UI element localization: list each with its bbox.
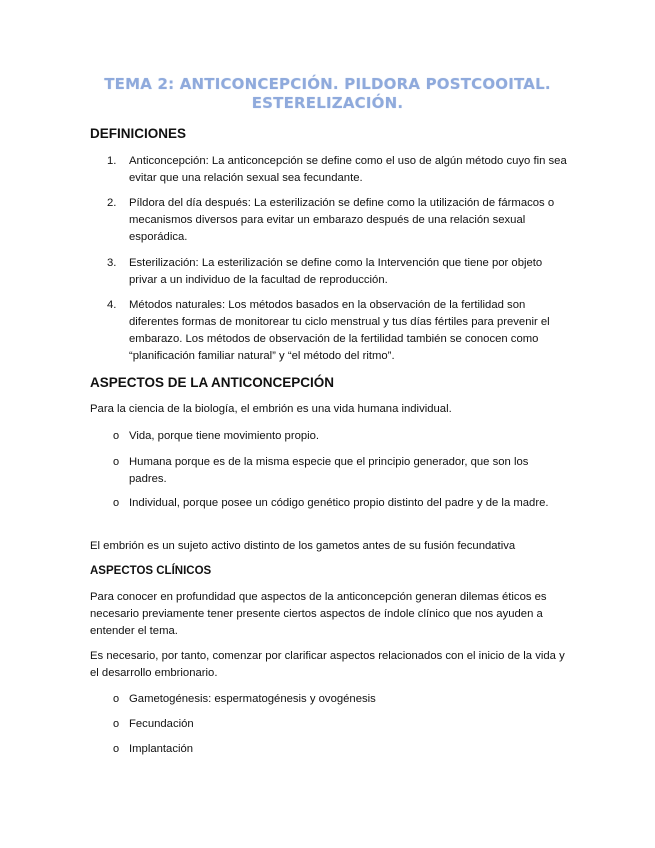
bullet-marker: o bbox=[113, 693, 120, 705]
bullet-item: Humana porque es de la misma especie que el principio generador, que son los padres. bbox=[129, 456, 529, 485]
bullet-item: Individual, porque posee un código genético propio distinto del padre y de la madre. bbox=[129, 497, 549, 509]
section-heading-clinicos: ASPECTOS CLÍNICOS bbox=[90, 565, 212, 577]
list-number: 2. bbox=[107, 197, 117, 209]
bullet-marker: o bbox=[113, 743, 120, 755]
paragraph: Para la ciencia de la biología, el embrión es una vida humana individual. bbox=[90, 403, 452, 415]
paragraph: Es necesario, por tanto, comenzar por clarificar aspectos relacionados con el inicio de la vida y el desarrollo embrionario. bbox=[90, 650, 565, 679]
list-number: 1. bbox=[107, 155, 117, 167]
bullet-item: Implantación bbox=[129, 743, 194, 755]
list-number: 4. bbox=[107, 299, 117, 311]
bullet-marker: o bbox=[113, 718, 120, 730]
bullet-marker: o bbox=[113, 430, 120, 442]
paragraph: El embrión es un sujeto activo distinto de los gametos antes de su fusión fecundativa bbox=[90, 540, 516, 552]
definition-item: Píldora del día después: La esterilización se define como la utilización de fármacos o mecanismos diversos para evitar un embarazo después de una relación sexual esporádica. bbox=[129, 197, 555, 243]
section-heading-definiciones: DEFINICIONES bbox=[90, 126, 187, 141]
definition-item: Anticoncepción: La anticoncepción se define como el uso de algún método cuyo fin sea evitar que una relación sexual sea fecundante. bbox=[129, 155, 567, 184]
paragraph: Para conocer en profundidad que aspectos de la anticoncepción generan dilemas éticos es necesario previamente tener presente ciertos aspectos de índole clínico que nos ayuden a entender el tema. bbox=[90, 591, 547, 637]
document-title-line-2: ESTERELIZACIÓN. bbox=[251, 94, 404, 112]
definition-item: Esterilización: La esterilización se define como la Intervención que tiene por objeto privar a un individuo de la facultad de reproducción. bbox=[129, 257, 543, 286]
document-title-line-1: TEMA 2: ANTICONCEPCIÓN. PILDORA POSTCOOITAL. bbox=[104, 75, 551, 93]
bullet-item: Fecundación bbox=[129, 718, 194, 730]
bullet-marker: o bbox=[113, 456, 120, 468]
list-number: 3. bbox=[107, 257, 117, 269]
bullet-item: Gametogénesis: espermatogénesis y ovogénesis bbox=[129, 693, 376, 705]
bullet-marker: o bbox=[113, 497, 120, 509]
section-heading-aspectos: ASPECTOS DE LA ANTICONCEPCIÓN bbox=[90, 375, 335, 390]
bullet-item: Vida, porque tiene movimiento propio. bbox=[129, 430, 320, 442]
definition-item: Métodos naturales: Los métodos basados en la observación de la fertilidad son diferentes formas de monitorear tu ciclo menstrual y tus días fértiles para prevenir el embarazo. Los métodos de observación de la fertilidad también se conocen como “planificación familiar natural” y “el método del ritmo”. bbox=[129, 299, 550, 362]
